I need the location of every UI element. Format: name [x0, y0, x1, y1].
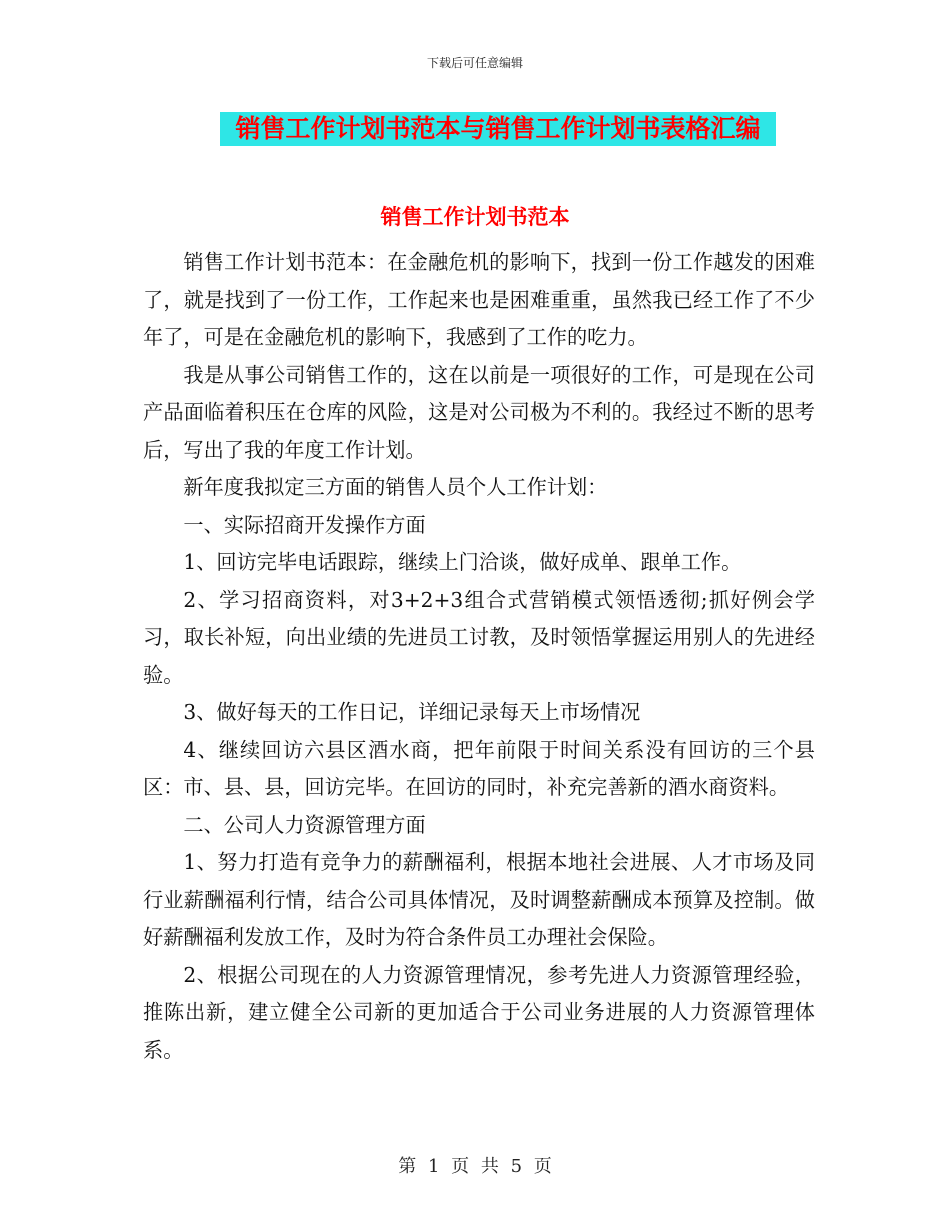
paragraph: 销售工作计划书范本：在金融危机的影响下，找到一份工作越发的困难了，就是找到了一份工作，工作起来也是困难重重，虽然我已经工作了不少年了，可是在金融危机的影响下，我感到了工作的吃力。 — [143, 250, 815, 349]
paragraph: 2、学习招商资料，对3+2+3组合式营销模式领悟透彻;抓好例会学习，取长补短，向出业绩的先进员工讨教，及时领悟掌握运用别人的先进经验。 — [143, 587, 815, 687]
section-title: 销售工作计划书范本 — [380, 205, 570, 229]
paragraph: 4、继续回访六县区酒水商，把年前限于时间关系没有回访的三个县区：市、县、县，回访完毕。在回访的同时，补充完善新的酒水商资料。 — [143, 737, 815, 799]
paragraph: 3、做好每天的工作日记，详细记录每天上市场情况 — [183, 700, 641, 724]
paragraph: 1、回访完毕电话跟踪，继续上门洽谈，做好成单、跟单工作。 — [183, 550, 742, 574]
paragraph: 2、根据公司现在的人力资源管理情况，参考先进人力资源管理经验，推陈出新，建立健全公司新的更加适合于公司业务进展的人力资源管理体系。 — [143, 962, 815, 1062]
paragraph: 一、实际招商开发操作方面 — [183, 512, 426, 537]
paragraph: 新年度我拟定三方面的销售人员个人工作计划： — [183, 475, 608, 499]
page-footer: 第 1 页 共 5 页 — [398, 1156, 552, 1177]
paragraph: 二、公司人力资源管理方面 — [183, 812, 426, 837]
page-header-note: 下载后可任意编辑 — [426, 56, 523, 70]
paragraph: 我是从事公司销售工作的，这在以前是一项很好的工作，可是现在公司产品面临着积压在仓库的风险，这是对公司极为不利的。我经过不断的思考后，写出了我的年度工作计划。 — [143, 362, 815, 462]
document-title: 销售工作计划书范本与销售工作计划书表格汇编 — [220, 112, 776, 146]
paragraph: 1、努力打造有竞争力的薪酬福利，根据本地社会进展、人才市场及同行业薪酬福利行情，结合公司具体情况，及时调整薪酬成本预算及控制。做好薪酬福利发放工作，及时为符合条件员工办理社会保险。 — [143, 850, 815, 949]
document-body — [143, 244, 815, 1069]
